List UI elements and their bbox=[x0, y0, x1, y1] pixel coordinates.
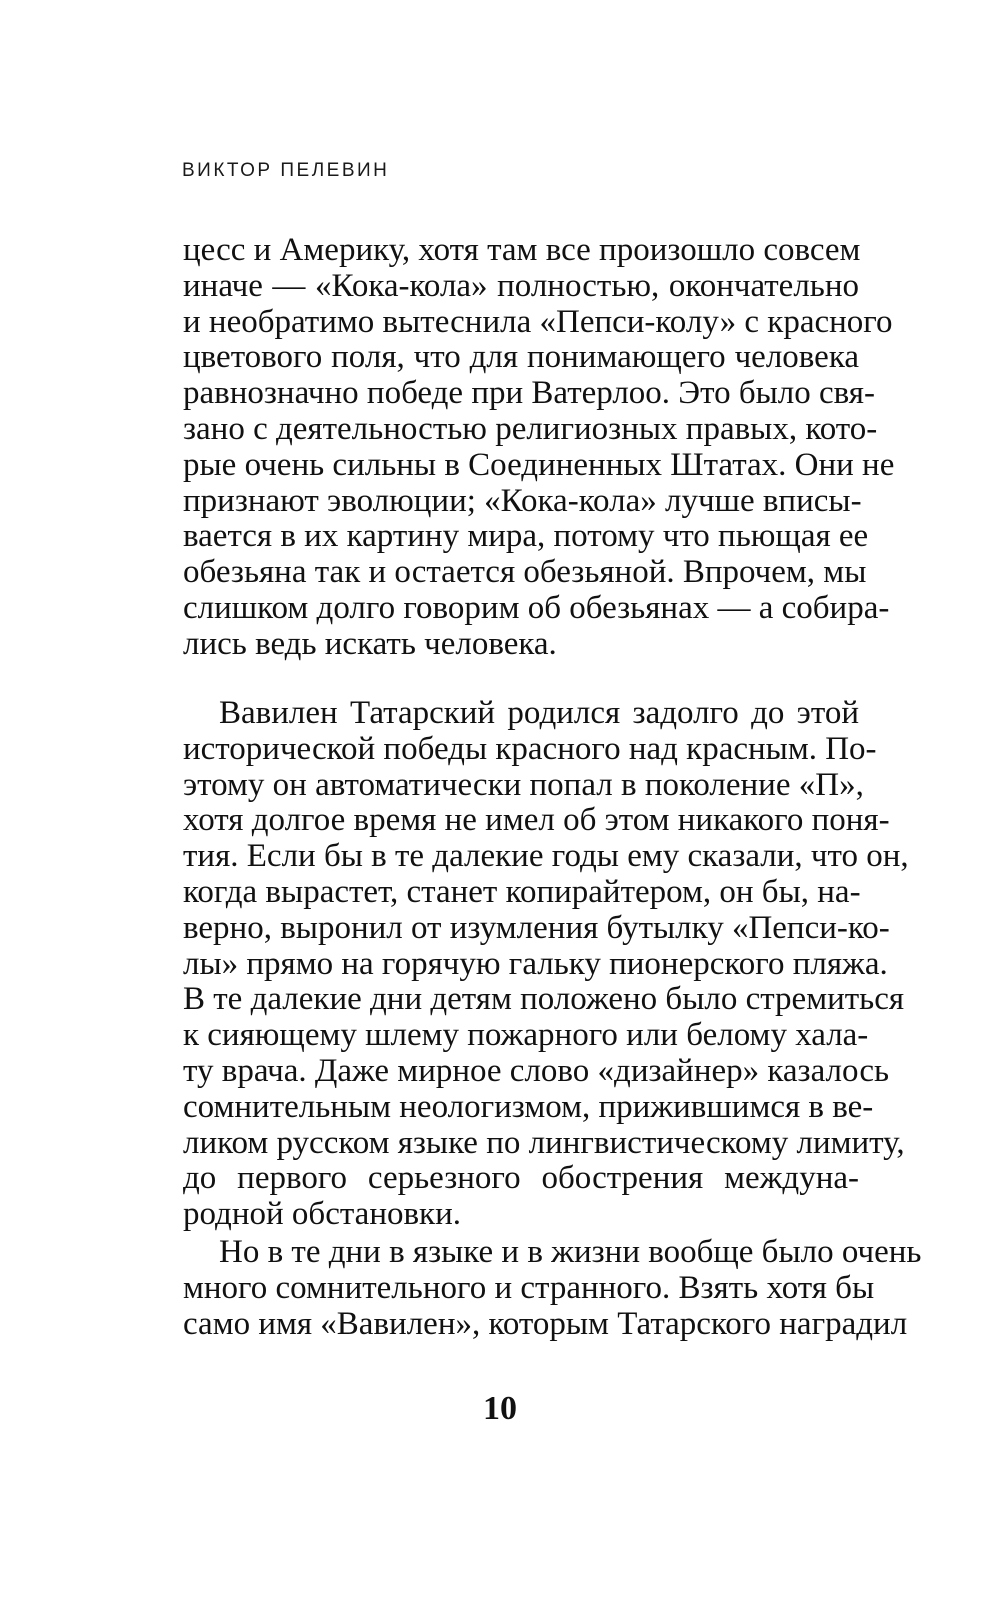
text-line: хотя долгое время не имел об этом никакого поня- bbox=[183, 802, 890, 839]
text-line: когда вырастет, станет копирайтером, он бы, на- bbox=[183, 873, 861, 910]
text-line: В те далекие дни детям положено было стремиться bbox=[183, 981, 905, 1018]
text-line: этому он автоматически попал в поколение «П», bbox=[183, 766, 864, 803]
text-line: цесс и Америку, хотя там все произошло совсем bbox=[183, 232, 861, 268]
text-line: ту врача. Даже мирное слово «дизайнер» казалось bbox=[183, 1052, 890, 1089]
text-line: цветового поля, что для понимающего человека bbox=[183, 339, 859, 376]
running-head-author: ВИКТОР ПЕЛЕВИН bbox=[182, 160, 390, 181]
text-line: признают эволюции; «Кока-кола» лучше вписы- bbox=[183, 482, 862, 519]
text-line: рые очень сильны в Соединенных Штатах. Они не bbox=[183, 446, 895, 483]
text-line: верно, выронил от изумления бутылку «Пепси-ко- bbox=[183, 909, 890, 946]
text-line: к сияющему шлему пожарного или белому хала- bbox=[183, 1017, 869, 1054]
text-line: Вавилен Татарский родился задолго до этой bbox=[219, 695, 859, 731]
text-line: само имя «Вавилен», которым Татарского наградил bbox=[183, 1305, 908, 1342]
text-line: родной обстановки. bbox=[183, 1196, 462, 1233]
paragraph-1 bbox=[183, 232, 895, 663]
text-line: сомнительным неологизмом, прижившимся в ве- bbox=[183, 1088, 874, 1125]
paragraph-3 bbox=[183, 1234, 922, 1342]
text-line: тия. Если бы в те далекие годы ему сказали, что он, bbox=[183, 838, 909, 875]
text-line: вается в их картину мира, потому что пьющая ее bbox=[183, 518, 869, 555]
text-line: слишком долго говорим об обезьянах — а собира- bbox=[183, 589, 890, 626]
text-line: исторической победы красного над красным. По- bbox=[183, 730, 877, 767]
text-line: до первого серьезного обострения междуна- bbox=[183, 1160, 859, 1197]
text-line: много сомнительного и странного. Взять хотя бы bbox=[183, 1269, 875, 1306]
text-line: лись ведь искать человека. bbox=[183, 625, 557, 662]
text-line: ликом русском языке по лингвистическому лимиту, bbox=[183, 1124, 905, 1161]
text-line: лы» прямо на горячую гальку пионерского пляжа. bbox=[183, 945, 888, 982]
text-line: обезьяна так и остается обезьяной. Впрочем, мы bbox=[183, 554, 867, 591]
text-line: иначе — «Кока-кола» полностью, окончательно bbox=[183, 267, 859, 304]
text-line: зано с деятельностью религиозных правых, кото- bbox=[183, 410, 878, 447]
text-line: равнозначно победе при Ватерлоо. Это было свя- bbox=[183, 375, 875, 412]
text-line: и необратимо вытеснила «Пепси-колу» с красного bbox=[183, 303, 893, 340]
page-number: 10 bbox=[483, 1390, 517, 1427]
text-line: Но в те дни в языке и в жизни вообще было очень bbox=[219, 1234, 922, 1270]
paragraph-2 bbox=[183, 695, 909, 1233]
